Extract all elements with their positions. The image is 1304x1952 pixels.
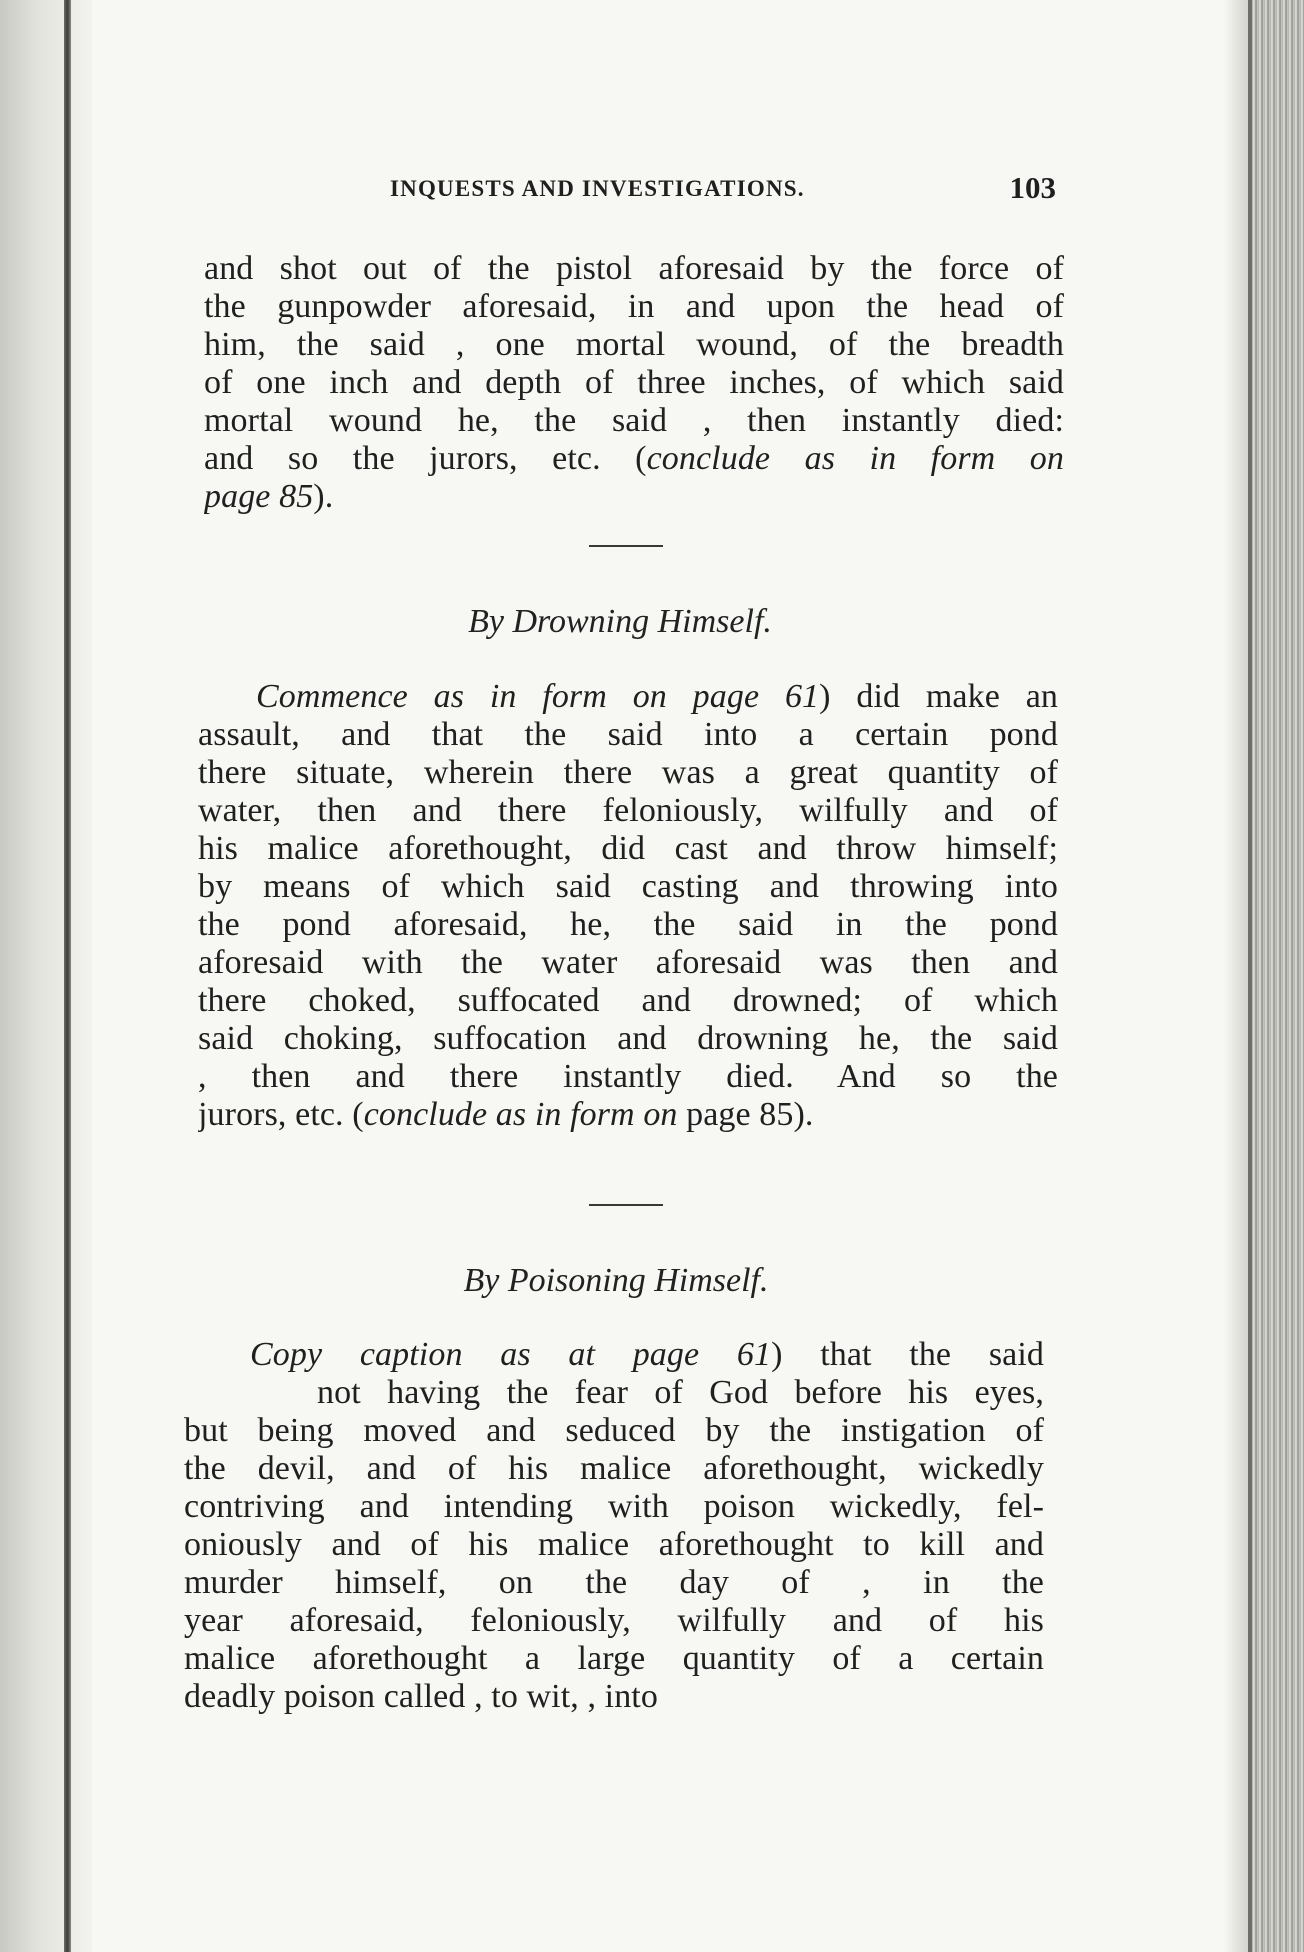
text-line: jurors, etc. (conclude as in form on page 85). xyxy=(198,1096,814,1133)
italic-citation: conclude as in form on xyxy=(646,440,1064,477)
text-line: his malice aforethought, did cast and throw himself; xyxy=(198,830,1058,867)
running-title: INQUESTS AND INVESTIGATIONS. xyxy=(390,176,805,201)
italic-citation: Commence as in form on page 61 xyxy=(256,678,820,715)
text-line: year aforesaid, feloniously, wilfully and of his xyxy=(184,1602,1044,1639)
drowning-paragraph xyxy=(198,678,1058,1134)
text-line: aforesaid with the water aforesaid was then and xyxy=(198,944,1058,981)
text-line: of one inch and depth of three inches, of which said xyxy=(204,364,1064,401)
text-line: Copy caption as at page 61) that the said xyxy=(250,1336,1044,1373)
text-line: and so the jurors, etc. (conclude as in form on xyxy=(204,440,1064,477)
text-line: assault, and that the said into a certain pond xyxy=(198,716,1058,753)
text-line: oniously and of his malice aforethought to kill and xyxy=(184,1526,1044,1563)
intro-paragraph xyxy=(204,250,1064,516)
text-line: not having the fear of God before his eyes, xyxy=(317,1374,1044,1411)
binding-shadow xyxy=(0,0,92,1952)
text-line: but being moved and seduced by the instigation of xyxy=(184,1412,1044,1449)
text-line: said choking, suffocation and drowning he, the said xyxy=(198,1020,1058,1057)
italic-citation: Copy caption as at page 61 xyxy=(250,1336,772,1373)
section-heading-poisoning: By Poisoning Himself. xyxy=(463,1262,769,1299)
text-line: by means of which said casting and throwing into xyxy=(198,868,1058,905)
page-number: 103 xyxy=(1009,170,1056,205)
text-line: water, then and there feloniously, wilfully and of xyxy=(198,792,1058,829)
text-line: the gunpowder aforesaid, in and upon the head of xyxy=(204,288,1064,325)
section-heading-drowning: By Drowning Himself. xyxy=(468,603,772,640)
italic-citation: page 85 xyxy=(204,478,314,515)
section-rule xyxy=(589,1204,663,1206)
page-edge-shadow xyxy=(1224,0,1248,1952)
text-line: deadly poison called , to wit, , into xyxy=(184,1678,658,1715)
text-line: , then and there instantly died. And so the xyxy=(198,1058,1058,1095)
section-rule xyxy=(589,545,663,547)
text-line: mortal wound he, the said , then instantly died: xyxy=(204,402,1064,439)
text-line: malice aforethought a large quantity of a certain xyxy=(184,1640,1044,1677)
page-edges xyxy=(1252,0,1304,1952)
text-line: there situate, wherein there was a great quantity of xyxy=(198,754,1058,791)
italic-citation: conclude as in form on xyxy=(363,1096,678,1133)
poisoning-paragraph xyxy=(184,1336,1044,1716)
text-line: there choked, suffocated and drowned; of which xyxy=(198,982,1058,1019)
text-line: page 85). xyxy=(204,478,334,515)
running-head xyxy=(200,172,1056,212)
text-line: contriving and intending with poison wickedly, fel- xyxy=(184,1488,1044,1525)
text-line: the pond aforesaid, he, the said in the pond xyxy=(198,906,1058,943)
text-line: and shot out of the pistol aforesaid by the force of xyxy=(204,250,1064,287)
text-line: him, the said , one mortal wound, of the breadth xyxy=(204,326,1064,363)
text-line: murder himself, on the day of , in the xyxy=(184,1564,1044,1601)
text-line: Commence as in form on page 61) did make an xyxy=(256,678,1058,715)
text-line: the devil, and of his malice aforethought, wickedly xyxy=(184,1450,1044,1487)
gutter-line xyxy=(64,0,71,1952)
